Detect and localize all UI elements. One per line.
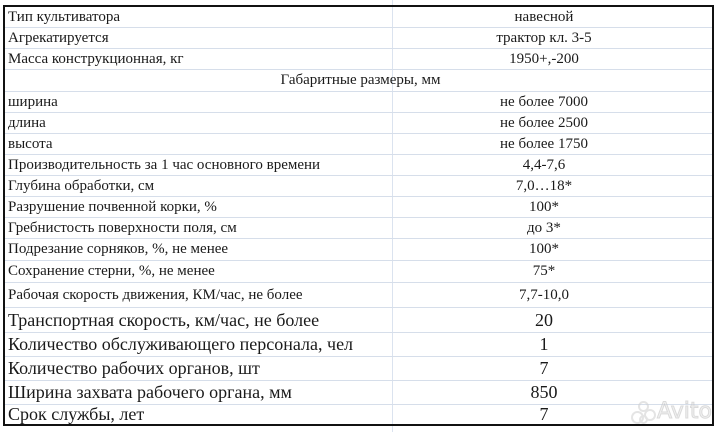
row-label: Гребнистость поверхности поля, см	[8, 219, 237, 236]
row-value: 100*	[529, 198, 559, 215]
table-section-header	[5, 70, 712, 92]
row-value: не более 7000	[500, 93, 588, 110]
row-label: Разрушение почвенной корки, %	[8, 198, 217, 215]
table-row	[5, 357, 712, 381]
row-label: Масса конструкционная, кг	[8, 50, 184, 67]
row-label: Производительность за 1 час основного времени	[8, 156, 321, 173]
row-label: Транспортная скорость, км/час, не более	[8, 309, 320, 330]
table-row	[5, 405, 712, 424]
table-row	[5, 333, 712, 357]
row-label: Количество рабочих органов, шт	[8, 358, 260, 378]
row-label: Сохранение стерни, %, не менее	[8, 263, 215, 279]
row-value: 7,0…18*	[515, 177, 573, 194]
table-row	[5, 113, 712, 134]
table-row	[5, 308, 712, 333]
table-row	[5, 261, 712, 283]
table-row	[5, 239, 712, 261]
watermark-text: Avito	[657, 399, 712, 424]
row-value: 850	[530, 382, 558, 402]
spec-table	[3, 5, 714, 426]
table-row	[5, 283, 712, 308]
avito-dots-icon	[629, 401, 655, 423]
row-label: Ширина захвата рабочего органа, мм	[8, 382, 292, 402]
row-value: не более 1750	[500, 135, 588, 152]
row-label: Подрезание сорняков, %, не менее	[8, 241, 229, 257]
table-row	[5, 176, 712, 197]
row-value: 75*	[532, 263, 556, 279]
row-label: Срок службы, лет	[8, 404, 145, 424]
row-value: 7	[539, 358, 549, 378]
table-row	[5, 49, 712, 70]
table-row	[5, 28, 712, 49]
table-row	[5, 92, 712, 113]
table-row	[5, 381, 712, 405]
watermark	[629, 399, 712, 424]
row-value: 1	[539, 334, 549, 354]
row-value: до 3*	[527, 219, 561, 236]
section-title: Габаритные размеры, мм	[280, 72, 441, 88]
row-value: 100*	[529, 241, 559, 257]
table-row	[5, 7, 712, 28]
row-label: ширина	[8, 93, 58, 110]
row-value: 1950+,-200	[509, 50, 579, 67]
row-label: Рабочая скорость движения, КМ/час, не более	[8, 286, 303, 303]
table-row	[5, 197, 712, 218]
row-label: Количество обслуживающего персонала, чел	[8, 334, 354, 354]
row-value: 7,7-10,0	[519, 286, 569, 303]
row-label: длина	[8, 114, 46, 131]
table-row	[5, 218, 712, 239]
row-label: Тип культиватора	[8, 8, 121, 25]
row-label: высота	[8, 135, 53, 152]
row-value: не более 2500	[500, 114, 588, 131]
row-label: Глубина обработки, см	[8, 177, 155, 194]
row-value: 20	[535, 309, 553, 330]
row-value: трактор кл. 3-5	[496, 29, 592, 46]
row-label: Агрекатируется	[8, 29, 109, 46]
row-value: 4,4-7,6	[522, 156, 566, 173]
table-row	[5, 134, 712, 155]
table-row	[5, 155, 712, 176]
row-value: навесной	[514, 8, 574, 25]
row-value: 7	[539, 404, 549, 424]
